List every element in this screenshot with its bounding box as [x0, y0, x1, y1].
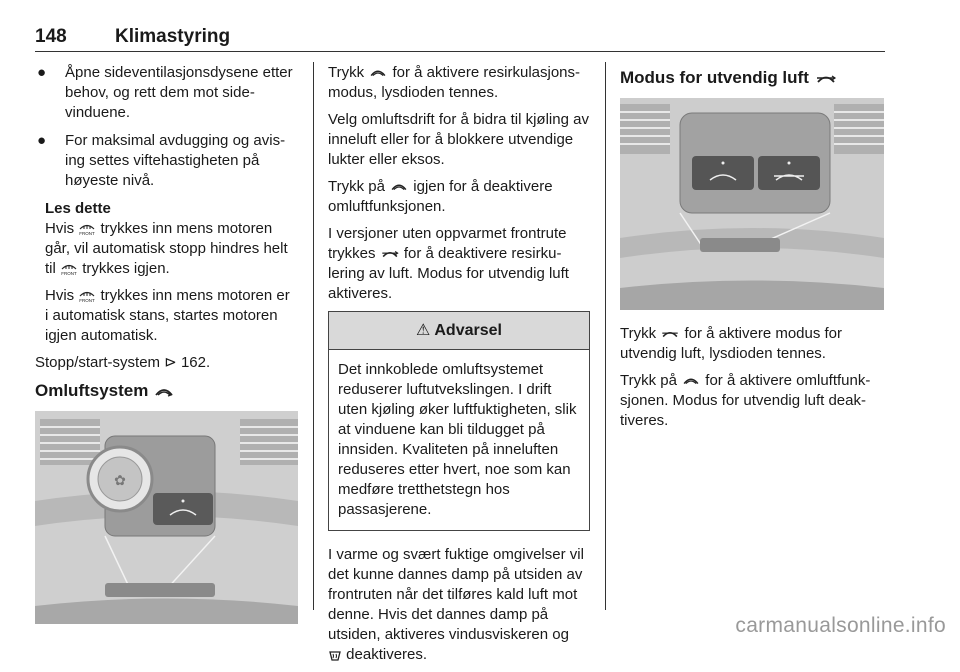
- note-paragraph: [45, 286, 297, 346]
- page-number: 148: [35, 26, 67, 47]
- dashboard-illustration: [620, 98, 884, 310]
- cross-reference: [35, 353, 297, 373]
- column-1: [35, 63, 297, 624]
- note-text: trykkes igjen.: [82, 260, 170, 277]
- paragraph-text: for å aktivere omluftfunksjonen. Modus for utvendig luft deaktiveres.: [620, 372, 871, 429]
- paragraph-text: Trykk på: [620, 372, 677, 389]
- paragraph-text: for å deaktivere resirkulering av luft. Modus for utvendig luft aktiveres.: [328, 245, 569, 302]
- warning-box: [328, 311, 590, 531]
- paragraph-text: I versjoner uten oppvarmet frontrute trykkes: [328, 225, 567, 262]
- front-defrost-icon: [78, 289, 96, 303]
- paragraph-text: Trykk: [620, 325, 657, 342]
- front-defrost-icon: [78, 222, 96, 236]
- recirculation-icon: [368, 67, 388, 79]
- heading-text: Modus for utvendig luft: [620, 68, 809, 87]
- watermark: carmanualsonline.info: [735, 614, 946, 637]
- column-divider: [605, 62, 606, 610]
- paragraph-text: deaktiveres.: [346, 646, 428, 663]
- column-2: [328, 63, 590, 672]
- column-divider: [313, 62, 314, 610]
- note-text: trykkes inn mens motoren går, vil automatisk stopp hindres helt til: [45, 220, 288, 277]
- paragraph: [328, 63, 590, 103]
- list-item: [35, 131, 297, 191]
- note-text: Hvis: [45, 287, 75, 304]
- paragraph: [620, 371, 885, 431]
- bullet-text: For maksimal avdugging og avising settes viftehastigheten på høyeste nivå.: [65, 132, 286, 189]
- warning-text: Det innkoblede omluftsystemet reduserer luftutvekslingen. I drift uten kjøling øker luftfuktigheten, slik at vinduene kan bli tildugget på innsiden. Kvaliteten på inneluften reduseres etter hvert, noe som kan medføre tretthetstegn hos passasjerene.: [338, 361, 577, 518]
- dashboard-illustration: [35, 411, 298, 624]
- heading-text: Omluftsystem: [35, 381, 149, 400]
- section-heading: [35, 381, 297, 401]
- bullet-dot: ●: [37, 132, 47, 149]
- paragraph: [620, 324, 885, 364]
- front-defrost-icon: [60, 262, 78, 276]
- paragraph: [328, 545, 590, 665]
- warning-header: [329, 312, 589, 350]
- recirculation-button-photo: [35, 411, 298, 624]
- paragraph: [328, 224, 590, 304]
- bullet-text: Åpne sideventilasjonsdysene etter behov, og rett dem mot sidevinduene.: [65, 64, 293, 121]
- note-paragraph: [45, 219, 297, 279]
- reference-page[interactable]: 162.: [180, 354, 211, 371]
- note-title: Les dette: [45, 200, 111, 217]
- bullet-dot: ●: [37, 64, 47, 81]
- chapter-title: Klimastyring: [115, 26, 231, 47]
- paragraph-text: igjen for å deaktivere omluftfunksjonen.: [328, 178, 553, 215]
- note-block: [35, 199, 297, 346]
- warning-title: Advarsel: [434, 321, 502, 339]
- outside-air-button-photo: [620, 98, 884, 310]
- paragraph: [328, 177, 590, 217]
- paragraph-text: for å aktivere modus for utvendig luft, lysdioden tennes.: [620, 325, 843, 362]
- paragraph-text: Trykk på: [328, 178, 385, 195]
- svg-text:✿: ✿: [114, 472, 126, 488]
- outside-air-icon: [814, 72, 838, 86]
- note-text: Hvis: [45, 220, 75, 237]
- section-heading: [620, 68, 885, 88]
- outside-air-icon: [660, 328, 680, 340]
- defrost-icon: [328, 648, 342, 662]
- recirculation-icon: [389, 181, 409, 193]
- note-text: trykkes inn mens motoren er i automatisk stans, startes motoren igjen automatisk.: [45, 287, 290, 344]
- recirculation-icon: [153, 385, 175, 399]
- paragraph-text: Trykk: [328, 64, 365, 81]
- page-header: [35, 22, 885, 52]
- column-3: [620, 63, 885, 438]
- front-label: FRONT: [79, 231, 96, 237]
- paragraph-text: I varme og svært fuktige omgivelser vil det kunne dannes damp på utsiden av frontruten når det tilføres kald luft mot denne. Hvis det dannes damp på utsiden, aktiveres vindusviskeren og: [328, 546, 584, 643]
- list-item: [35, 63, 297, 123]
- reference-text: Stopp/start-system: [35, 354, 161, 371]
- outside-air-icon: [380, 248, 400, 260]
- paragraph: Velg omluftsdrift for å bidra til kjøling av inneluft eller for å blokkere utvendige lukter eller eksos.: [328, 111, 589, 168]
- paragraph-text: for å aktivere resirkulasjonsmodus, lysdioden tennes.: [328, 64, 581, 101]
- front-label: FRONT: [61, 271, 77, 277]
- reference-arrow-icon: ⊳: [164, 354, 177, 371]
- recirculation-icon: [681, 375, 701, 387]
- front-label: FRONT: [79, 298, 96, 304]
- warning-icon: ⚠: [416, 321, 431, 339]
